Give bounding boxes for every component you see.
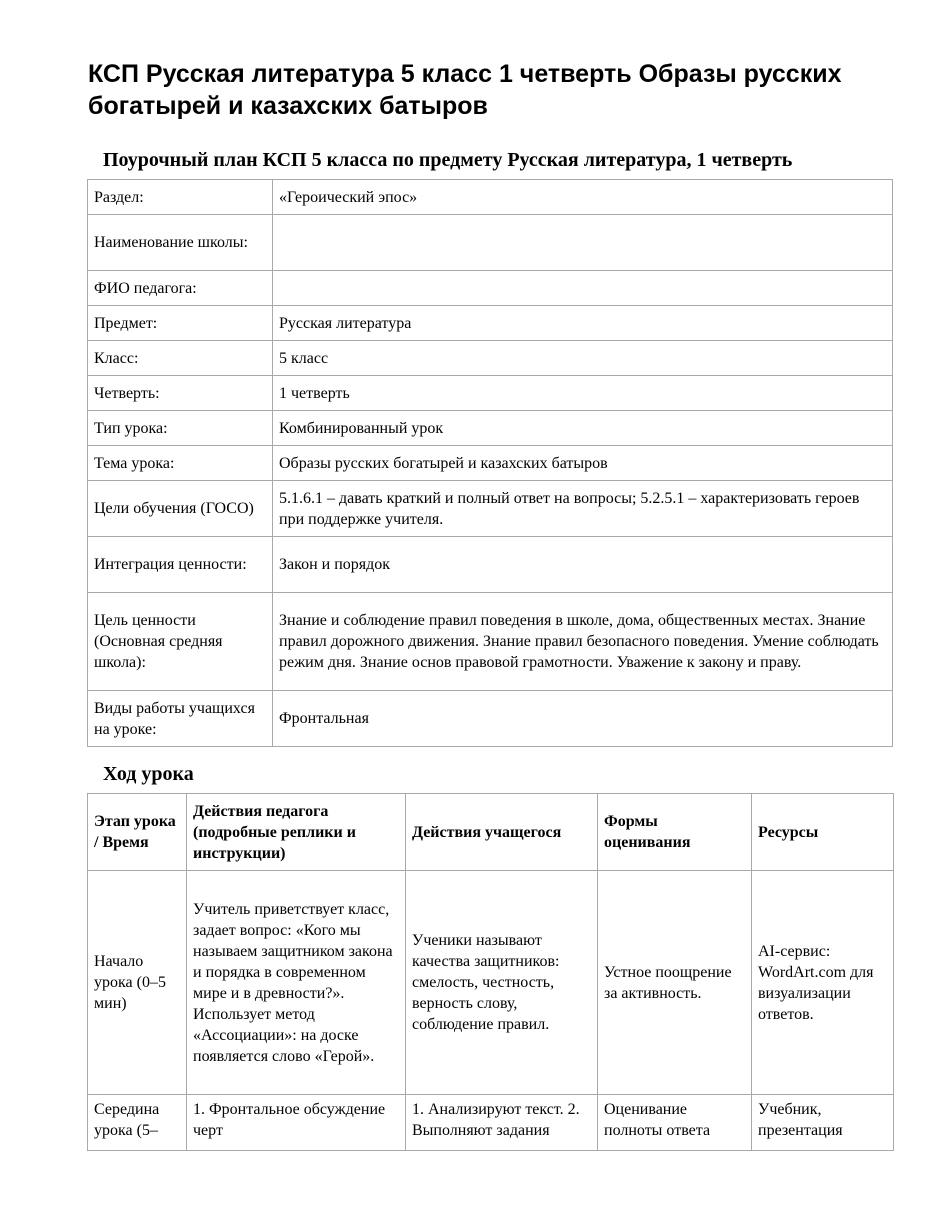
info-value: 5 класс [273,341,893,376]
info-value: «Героический эпос» [273,180,893,215]
info-row-value-integration [88,537,893,593]
stage-cell: Начало урока (0–5 мин) [88,871,187,1095]
info-value: Комбинированный урок [273,411,893,446]
lesson-flow-table [87,793,894,1151]
header-teacher-actions: Действия педагога (подробные реплики и инструкции) [187,794,406,871]
info-row-teacher [88,271,893,306]
info-row-quarter [88,376,893,411]
info-label: Цели обучения (ГОСО) [88,481,273,537]
info-label: Класс: [88,341,273,376]
info-label: Наименование школы: [88,215,273,271]
header-stage: Этап урока / Время [88,794,187,871]
header-assessment: Формы оценивания [598,794,752,871]
lesson-header-row [88,794,894,871]
header-student-actions: Действия учащегося [406,794,598,871]
info-label: Тема урока: [88,446,273,481]
info-value: Закон и порядок [273,537,893,593]
info-label: Интеграция ценности: [88,537,273,593]
info-label: Виды работы учащихся на уроке: [88,691,273,747]
info-label: Цель ценности (Основная средняя школа): [88,593,273,691]
info-label: Раздел: [88,180,273,215]
header-resources: Ресурсы [752,794,894,871]
stage-cell: Середина урока (5– [88,1095,187,1151]
info-row-work-types [88,691,893,747]
info-label: Предмет: [88,306,273,341]
info-value: Фронтальная [273,691,893,747]
info-row-school [88,215,893,271]
info-row-lesson-type [88,411,893,446]
document-title: КСП Русская литература 5 класс 1 четверть Образы русских богатырей и казахских батыров [88,60,842,120]
info-value: Образы русских богатырей и казахских батыров [273,446,893,481]
assessment-cell: Устное поощрение за активность. [598,871,752,1095]
info-value: 5.1.6.1 – давать краткий и полный ответ на вопросы; 5.2.5.1 – характеризовать героев при поддержке учителя. [273,481,893,537]
info-label: Тип урока: [88,411,273,446]
info-row-subject [88,306,893,341]
info-label: Четверть: [88,376,273,411]
info-row-value-goal [88,593,893,691]
table-row [88,1095,894,1151]
student-cell: Ученики называют качества защитников: смелость, честность, верность слову, соблюдение правил. [406,871,598,1095]
info-row-grade [88,341,893,376]
plan-heading: Поурочный план КСП 5 класса по предмету Русская литература, 1 четверть [103,149,793,171]
info-value: Знание и соблюдение правил поведения в школе, дома, общественных местах. Знание правил дорожного движения. Знание правил безопасного поведения. Умение соблюдать режим дня. Знание основ правовой грамотности. Уважение к закону и праву. [273,593,893,691]
info-value [273,271,893,306]
info-row-learning-goals [88,481,893,537]
lesson-info-table [87,179,893,747]
info-label: ФИО педагога: [88,271,273,306]
student-cell: 1. Анализируют текст. 2. Выполняют задания [406,1095,598,1151]
teacher-cell: 1. Фронтальное обсуждение черт [187,1095,406,1151]
resources-cell: AI-сервис: WordArt.com для визуализации ответов. [752,871,894,1095]
info-value: 1 четверть [273,376,893,411]
assessment-cell: Оценивание полноты ответа [598,1095,752,1151]
info-row-topic [88,446,893,481]
info-row-section [88,180,893,215]
resources-cell: Учебник, презентация [752,1095,894,1151]
lesson-heading: Ход урока [103,763,194,785]
teacher-cell: Учитель приветствует класс, задает вопрос: «Кого мы называем защитником закона и порядка в современном мире и в древности?». Использует метод «Ассоциации»: на доске появляется слово «Герой». [187,871,406,1095]
info-value [273,215,893,271]
info-value: Русская литература [273,306,893,341]
table-row [88,871,894,1095]
